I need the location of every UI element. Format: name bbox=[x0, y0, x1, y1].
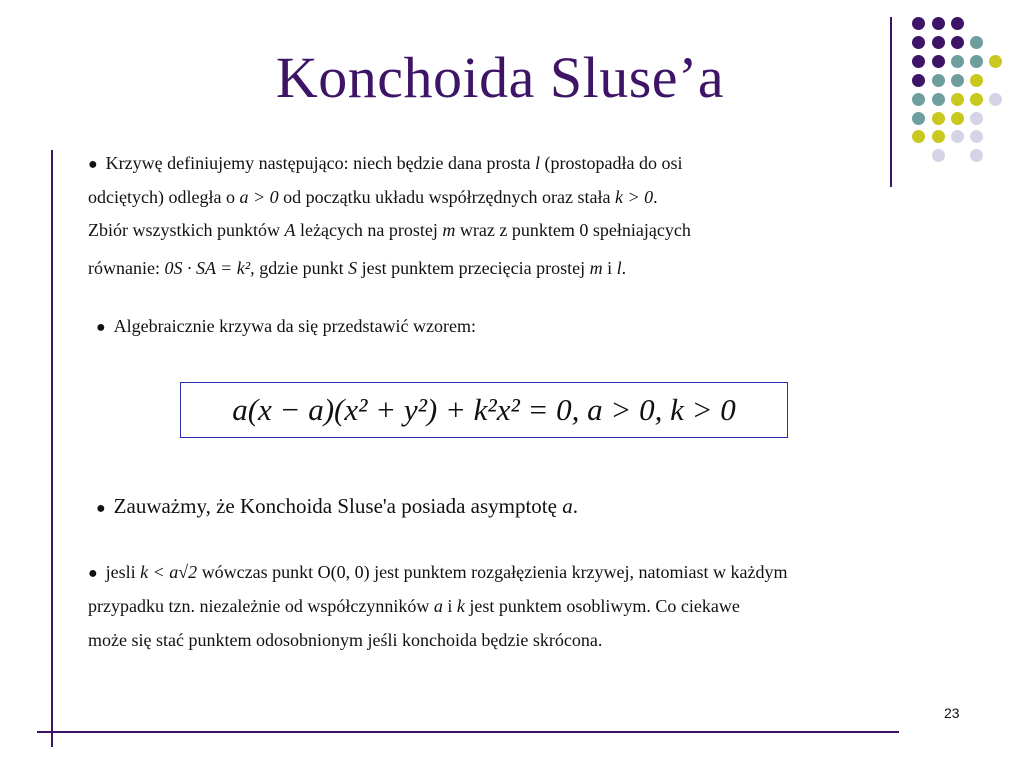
algebraic-intro: ● Algebraicznie krzywa da się przedstawić wzorem: bbox=[96, 316, 477, 336]
dot-lavender bbox=[951, 130, 964, 143]
dot-lavender bbox=[932, 149, 945, 162]
dot-purple bbox=[951, 17, 964, 30]
singular-point-line-2: przypadku tzn. niezależnie od współczynników a i k jest punktem osobliwym. Co ciekawe bbox=[88, 596, 740, 616]
dot-lavender bbox=[970, 149, 983, 162]
bullet-icon: ● bbox=[88, 565, 98, 582]
formula-box bbox=[180, 382, 788, 438]
dot-lavender bbox=[970, 112, 983, 125]
bullet-icon: ● bbox=[96, 500, 106, 517]
definition-line-4: równanie: 0S · SA = k², gdzie punkt S jest punktem przecięcia prostej m i l. bbox=[88, 258, 627, 278]
dot-teal bbox=[912, 112, 925, 125]
asymptote-note: ● Zauważmy, że Konchoida Sluse'a posiada asymptotę a. bbox=[96, 494, 578, 518]
dot-purple bbox=[932, 17, 945, 30]
formula-text: a(x − a)(x² + y²) + k²x² = 0, a > 0, k > 0 bbox=[232, 392, 736, 427]
dot-purple bbox=[912, 17, 925, 30]
dot-yellow bbox=[932, 112, 945, 125]
equation-inline: 0S · SA = k², bbox=[164, 258, 255, 278]
bullet-icon: ● bbox=[88, 156, 98, 173]
dot-lavender bbox=[970, 130, 983, 143]
definition-line-2: odciętych) odległa o a > 0 od początku układu współrzędnych oraz stała k > 0. bbox=[88, 187, 658, 207]
page-number: 23 bbox=[944, 705, 960, 721]
bullet-icon: ● bbox=[96, 319, 106, 336]
definition-line-1: ● Krzywę definiujemy następująco: niech będzie dana prosta l (prostopadła do osi bbox=[88, 153, 683, 173]
singular-point-line-3: może się stać punktem odosobnionym jeśli konchoida będzie skrócona. bbox=[88, 630, 603, 650]
slide-title: Konchoida Sluse’a bbox=[275, 45, 725, 110]
dot-yellow bbox=[912, 130, 925, 143]
dot-yellow bbox=[951, 112, 964, 125]
left-vertical-rule bbox=[51, 150, 53, 747]
definition-line-3: Zbiór wszystkich punktów A leżących na prostej m wraz z punktem 0 spełniających bbox=[88, 220, 691, 240]
bottom-horizontal-rule bbox=[37, 731, 899, 733]
singular-point-line-1: ● jesli k < a√2 wówczas punkt O(0, 0) jest punktem rozgałęzienia krzywej, natomiast w każdym bbox=[88, 562, 788, 582]
dot-yellow bbox=[932, 130, 945, 143]
